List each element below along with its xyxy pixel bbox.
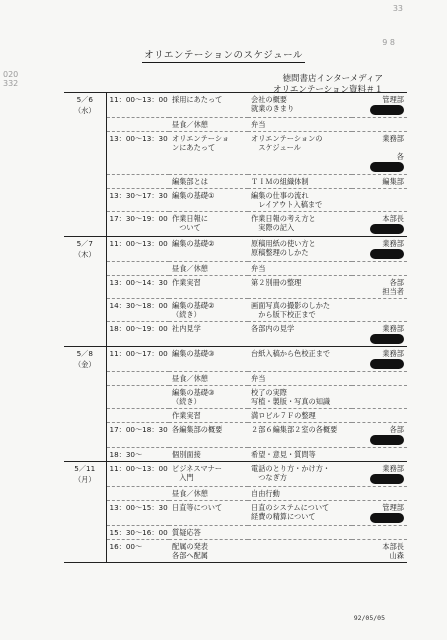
subject-cell: 昼食／休憩 [169, 262, 248, 276]
time-cell: 11：00～13：00 [106, 237, 169, 262]
content-cell: 原稿用紙の使い方と 原稿整理のしかた [248, 237, 352, 262]
schedule-row [64, 409, 407, 423]
schedule-row [64, 299, 407, 322]
content-cell: 弁当 [248, 262, 352, 276]
time-cell [106, 386, 169, 409]
content-cell: 満ロビル７Ｆの整理 [248, 409, 352, 423]
corner-handwritten-mark-2: 9 8 [382, 38, 395, 47]
schedule-row [64, 448, 407, 462]
content-cell: ＴＩＭの組織体制 [248, 175, 352, 189]
time-cell [106, 118, 169, 132]
schedule-row [64, 276, 407, 299]
content-cell: 弁当 [248, 118, 352, 132]
responsible-cell: 業務部 [352, 322, 407, 347]
schedule-table [64, 92, 407, 563]
content-cell: 校了の実際 写植・製版・写真の知識 [248, 386, 352, 409]
subject-cell: 編集部とは [169, 175, 248, 189]
schedule-row [64, 423, 407, 448]
responsible-cell [352, 448, 407, 462]
redaction-mark [370, 513, 404, 523]
responsible-cell: 管理部 [352, 501, 407, 526]
responsible-cell: 編集部 [352, 175, 407, 189]
redaction-mark [370, 435, 404, 445]
corner-handwritten-mark: 33 [392, 4, 403, 13]
schedule-row [64, 212, 407, 237]
subject-cell: 作業実習 [169, 276, 248, 299]
corner-handwritten-number: 020 332 [3, 70, 19, 88]
schedule-row [64, 237, 407, 262]
time-cell [106, 487, 169, 501]
schedule-row [64, 189, 407, 212]
schedule-row [64, 93, 407, 118]
subject-cell: 採用にあたって [169, 93, 248, 118]
time-cell: 15：30～16：00 [106, 526, 169, 540]
content-cell [248, 540, 352, 563]
responsible-cell: 各部 担当者 [352, 276, 407, 299]
time-cell: 13：30～17：30 [106, 189, 169, 212]
subject-cell: 作業実習 [169, 409, 248, 423]
schedule-row [64, 526, 407, 540]
subject-cell: 質疑応答 [169, 526, 248, 540]
redaction-mark [370, 105, 404, 115]
schedule-row [64, 118, 407, 132]
subject-cell: 日直等について [169, 501, 248, 526]
content-cell [248, 526, 352, 540]
subject-cell: 昼食／休憩 [169, 372, 248, 386]
subject-cell: 編集の基礎③ [169, 347, 248, 372]
time-cell [106, 262, 169, 276]
content-cell: 第２別冊の整理 [248, 276, 352, 299]
responsible-cell [352, 409, 407, 423]
schedule-row [64, 462, 407, 487]
responsible-cell: 各部 [352, 423, 407, 448]
subject-cell: 各編集部の概要 [169, 423, 248, 448]
day-date: 5／11 [74, 464, 96, 473]
date-stamp: 92/05/05 [353, 614, 385, 622]
responsible-cell [352, 372, 407, 386]
content-cell: 弁当 [248, 372, 352, 386]
content-cell: ２部６編集部２室の各概要 [248, 423, 352, 448]
responsible-cell [352, 118, 407, 132]
document-title: オリエンテーションのスケジュール [144, 50, 303, 61]
time-cell: 11：00～13：00 [106, 93, 169, 118]
subject-cell: 昼食／休憩 [169, 487, 248, 501]
schedule-row [64, 322, 407, 347]
responsible-cell: 本部長 [352, 212, 407, 237]
redaction-mark [370, 359, 404, 369]
redaction-mark [370, 474, 404, 484]
redaction-mark [370, 162, 404, 172]
responsible-cell [352, 189, 407, 212]
time-cell: 11：00～17：00 [106, 347, 169, 372]
time-cell: 13：00～15：30 [106, 501, 169, 526]
day-date: 5／7 [76, 239, 93, 248]
day-weekday: （木） [73, 250, 96, 259]
responsible-cell [352, 262, 407, 276]
schedule-row [64, 386, 407, 409]
redaction-mark [370, 224, 404, 234]
organization-name: 徳間書店インターメディア [282, 74, 383, 84]
document-label: オリエンテーション資料＃１ [273, 85, 383, 95]
subject-cell: 個別面接 [169, 448, 248, 462]
responsible-cell [352, 526, 407, 540]
time-cell: 16：00～ [106, 540, 169, 563]
responsible-cell [352, 386, 407, 409]
responsible-cell: 業務部 [352, 237, 407, 262]
content-cell: 作業日報の考え方と 実際の記入 [248, 212, 352, 237]
subject-cell: 編集の基礎② [169, 237, 248, 262]
schedule-row [64, 501, 407, 526]
subject-cell: オリエンテーショ ンにあたって [169, 132, 248, 175]
schedule-row [64, 372, 407, 386]
content-cell: 各部内の見学 [248, 322, 352, 347]
responsible-cell: 業務部 [352, 462, 407, 487]
subject-cell: 昼食／休憩 [169, 118, 248, 132]
time-cell: 11：00～13：00 [106, 462, 169, 487]
subject-cell: 作業日報に ついて [169, 212, 248, 237]
day-weekday: （水） [73, 106, 96, 115]
subject-cell: 編集の基礎② （続き） [169, 299, 248, 322]
redaction-mark [370, 334, 404, 344]
time-cell: 17：30～19：00 [106, 212, 169, 237]
responsible-cell: 業務部 [352, 347, 407, 372]
subject-cell: 配属の発表 各部へ配属 [169, 540, 248, 563]
content-cell: オリエンテーションの スケジュール [248, 132, 352, 175]
responsible-cell: 業務部 各 [352, 132, 407, 175]
content-cell: 会社の概要 就業のきまり [248, 93, 352, 118]
schedule-row [64, 262, 407, 276]
day-date: 5／8 [76, 349, 93, 358]
redaction-mark [370, 249, 404, 259]
responsible-cell [352, 487, 407, 501]
content-cell: 電話のとり方・かけ方・ つなぎ方 [248, 462, 352, 487]
day-date-cell [64, 237, 106, 347]
content-cell: 希望・意見・質問等 [248, 448, 352, 462]
time-cell: 17：00～18：30 [106, 423, 169, 448]
responsible-cell: 管理部 [352, 93, 407, 118]
content-cell: 画面写真の撮影のしかた から版下校正まで [248, 299, 352, 322]
responsible-cell [352, 299, 407, 322]
subject-cell: 社内見学 [169, 322, 248, 347]
content-cell: 台紙入稿から色校正まで [248, 347, 352, 372]
subject-cell: ビジネスマナー 入門 [169, 462, 248, 487]
day-date-cell [64, 93, 106, 237]
content-cell: 自由行動 [248, 487, 352, 501]
day-date: 5／6 [76, 95, 93, 104]
time-cell: 13：00～13：30 [106, 132, 169, 175]
day-date-cell [64, 347, 106, 462]
time-cell [106, 409, 169, 423]
subject-cell: 編集の基礎③ （続き） [169, 386, 248, 409]
responsible-cell: 本部長 山森 [352, 540, 407, 563]
time-cell: 14：30～18：00 [106, 299, 169, 322]
schedule-row [64, 487, 407, 501]
content-cell: 編集の仕事の流れ レイアウト入稿まで [248, 189, 352, 212]
time-cell: 18：30～ [106, 448, 169, 462]
subject-cell: 編集の基礎① [169, 189, 248, 212]
time-cell: 18：00～19：00 [106, 322, 169, 347]
day-date-cell [64, 462, 106, 563]
schedule-row [64, 540, 407, 563]
schedule-row [64, 347, 407, 372]
day-weekday: （金） [73, 360, 96, 369]
schedule-row [64, 175, 407, 189]
time-cell [106, 372, 169, 386]
day-weekday: （月） [73, 475, 96, 484]
schedule-row [64, 132, 407, 175]
content-cell: 日直のシステムについて 経費の精算について [248, 501, 352, 526]
time-cell [106, 175, 169, 189]
time-cell: 13：00～14：30 [106, 276, 169, 299]
